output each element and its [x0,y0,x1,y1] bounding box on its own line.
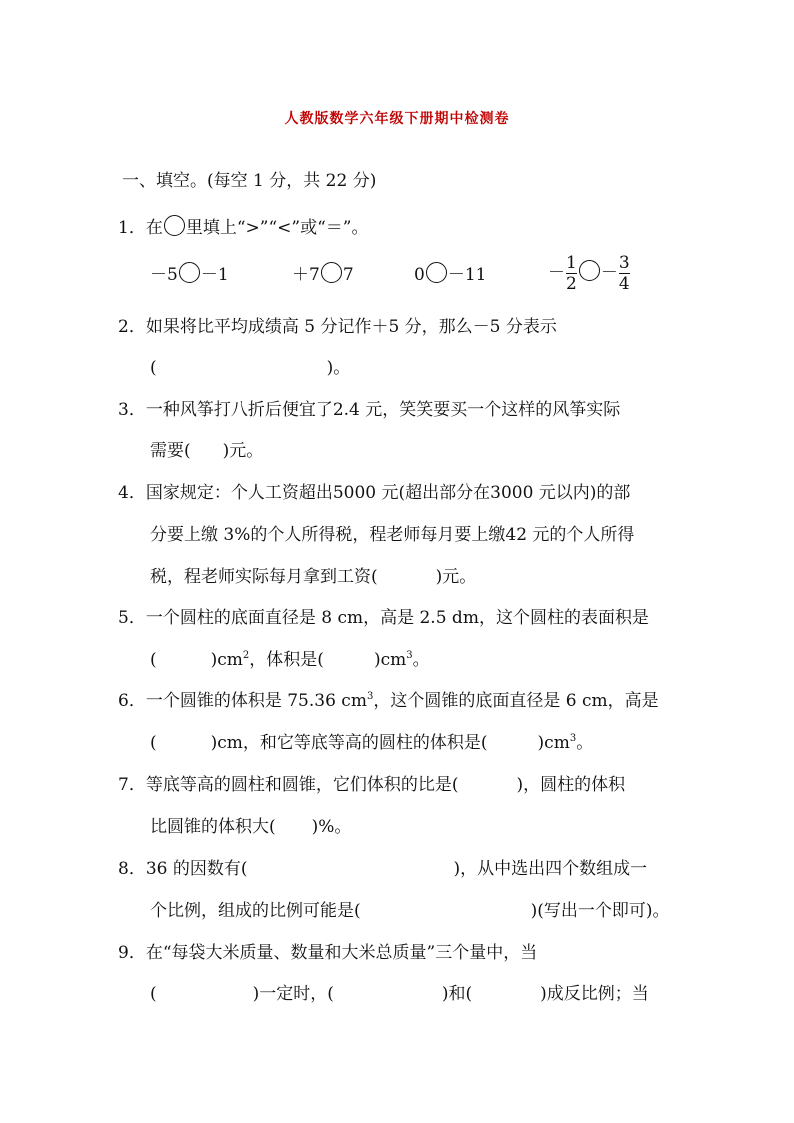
page-title: 人教版数学六年级下册期中检测卷 [284,111,510,127]
question-number: 4． [118,483,146,503]
circle-blank-icon [426,262,447,283]
question-4-line2: 分要上缴 3%的个人所得税，程老师每月要上缴42 元的个人所得 [150,525,635,545]
question-6-line2: ( )cm，和它等底等高的圆柱的体积是( )$cm^3$。 [150,733,594,753]
question-3-line1: 3．一种风筝打八折后便宜了2.4 元，笑笑要买一个这样的风筝实际 [118,400,621,420]
question-2-line1: 2．如果将比平均成绩高 5 分记作＋5 分，那么－5 分表示 [118,317,557,337]
question-8-line2: 个比例，组成的比例可能是( )(写出一个即可)。 [150,901,670,921]
compare-item: 0 －11 [414,262,486,286]
compare-item: ＋7 7 [292,262,354,286]
circle-blank-icon [321,262,342,283]
fraction: $\frac{1}{2}$ [566,253,577,294]
question-number: 3． [118,400,146,420]
question-4-line1: 4．国家规定：个人工资超出5000 元(超出部分在3000 元以内)的部 [118,483,631,503]
question-7-line1: 7．等底等高的圆柱和圆锥，它们体积的比是( )，圆柱的体积 [118,775,626,795]
fraction: $\frac{3}{4}$ [618,253,630,294]
question-1-stem: 1．在 里填上“>”“<”或“＝”。 [118,215,368,239]
circle-blank-icon [179,262,200,283]
question-number: 2． [118,317,146,337]
question-number: 1． [118,218,146,238]
circle-blank-icon [164,215,185,236]
question-4-line3: 税，程老师实际每月拿到工资( )元。 [150,567,477,587]
question-number: 8． [118,859,146,879]
question-number: 7． [118,775,146,795]
compare-item: －5 －1 [150,262,229,286]
question-9-line2: ( )一定时，( )和( )成反比例；当 [150,984,649,1004]
question-7-line2: 比圆锥的体积大( )%。 [150,817,352,837]
circle-blank-icon [579,260,600,281]
compare-item-fractions: － $\frac{1}{2}$ － $\frac{3}{4}$ [548,253,630,294]
question-9-line1: 9．在“每袋大米质量、数量和大米总质量”三个量中，当 [118,943,538,963]
section-heading: 一、填空。(每空 1 分，共 22 分) [122,171,377,191]
question-3-line2: 需要( )元。 [150,441,264,461]
question-5-line1: 5．一个圆柱的底面直径是 8 cm，高是 2.5 dm，这个圆柱的表面积是 [118,608,649,628]
question-number: 5． [118,608,146,628]
question-6-line1: 6．一个圆锥的体积是 75.36 $cm^3$，这个圆锥的底面直径是 6 cm，高是 [118,691,659,711]
question-2-line2: ( )。 [150,358,351,378]
question-8-line1: 8．36 的因数有( )，从中选出四个数组成一 [118,859,648,879]
question-number: 9． [118,943,146,963]
question-5-line2: ( )$cm^2$，体积是( )$cm^3$。 [150,650,430,670]
question-number: 6． [118,691,146,711]
